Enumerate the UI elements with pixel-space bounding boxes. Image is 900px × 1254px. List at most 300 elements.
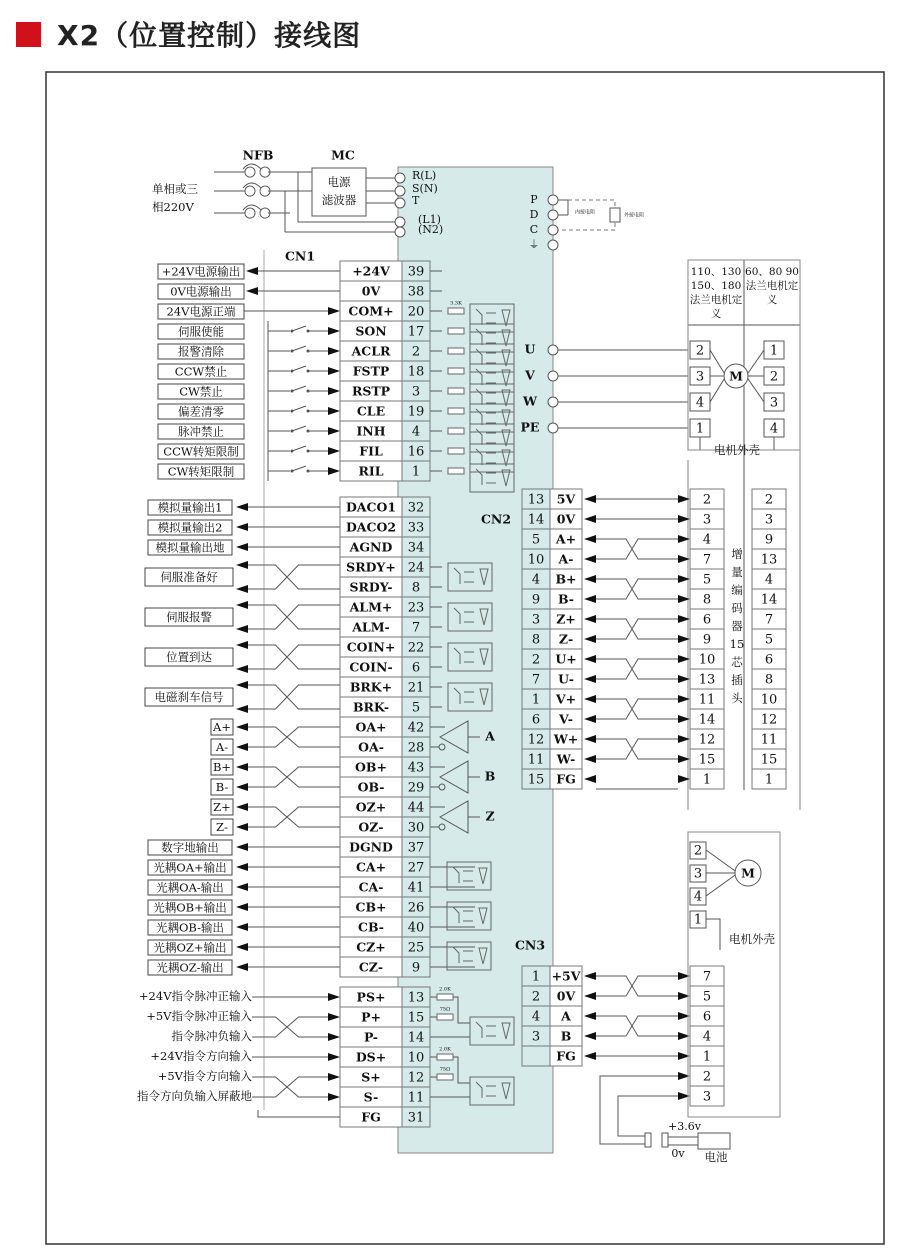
motor-symbol: M — [741, 865, 755, 881]
encoder-pin-60: 8 — [764, 672, 774, 688]
encoder-pin-60: 12 — [760, 712, 778, 728]
encoder-pin-110: 1 — [702, 772, 712, 788]
twisted-pair-wire — [264, 645, 310, 669]
signal-name: SRDY+ — [346, 559, 396, 575]
supply-label: 相220V — [152, 200, 194, 214]
cn2-pin: 4 — [531, 572, 541, 588]
breaker-contact-icon — [245, 208, 270, 218]
battery-icon — [698, 1133, 730, 1149]
motor-power-terminal-label: W — [522, 393, 538, 409]
twisted-pair-wire — [620, 539, 644, 559]
twisted-pair-wire — [264, 685, 310, 709]
arrow-left-icon — [236, 923, 248, 931]
arrow-left-icon — [584, 695, 596, 703]
cn2-signal: A+ — [555, 531, 577, 547]
encoder-pin-60: 2 — [764, 492, 774, 508]
encoder-pin-110: 7 — [702, 552, 712, 568]
motor-power-terminal-icon — [548, 345, 558, 355]
power-terminal-icon — [395, 186, 405, 196]
arrow-left-icon — [584, 715, 596, 723]
signal-name: ACLR — [351, 343, 391, 359]
signal-name: CB- — [358, 919, 384, 935]
twisted-pair-wire — [620, 699, 644, 719]
arrow-left-icon — [584, 575, 596, 583]
input-resistor-icon — [448, 388, 464, 394]
encoder-pin: 3 — [702, 1089, 712, 1105]
cn3-signal: 0V — [556, 988, 576, 1004]
pin-number: 8 — [411, 580, 421, 596]
encoder-plug-label: 量 — [731, 565, 743, 579]
cn2-pin: 14 — [527, 512, 545, 528]
housing-label: 电机外壳 — [729, 932, 775, 946]
encoder-pin-110: 8 — [702, 592, 712, 608]
description-text: 报警清除 — [178, 344, 224, 359]
power-terminal-label: S(N) — [412, 182, 438, 195]
encoder-pin-60: 5 — [764, 632, 774, 648]
switch-contact-icon — [291, 330, 294, 333]
arrow-left-icon — [584, 515, 596, 523]
arrow-right-icon — [328, 307, 340, 315]
arrow-left-icon — [236, 743, 248, 751]
switch-blade — [292, 446, 306, 451]
battery-connector-icon — [662, 1133, 668, 1147]
arrow-left-icon — [236, 843, 248, 851]
input-resistor-icon — [448, 328, 464, 334]
arrow-right-icon — [328, 467, 340, 475]
description-text: 0V电源输出 — [170, 284, 232, 299]
cn2-signal: 5V — [556, 491, 576, 507]
input-resistor-icon — [437, 1074, 453, 1080]
arrow-left-icon — [584, 1052, 596, 1060]
arrow-left-icon — [246, 287, 258, 295]
cn3-signal: B — [560, 1028, 572, 1044]
pin-number: 14 — [407, 1030, 425, 1046]
cn3-motor-pin: 3 — [693, 866, 703, 882]
description-text: A- — [215, 740, 229, 754]
input-resistor-icon — [448, 408, 464, 414]
encoder-pin-110: 11 — [698, 692, 716, 708]
housing-wire — [768, 437, 774, 450]
twisted-pair-wire — [264, 605, 310, 629]
cn2-signal: Z+ — [556, 611, 576, 627]
switch-contact-icon — [307, 350, 310, 353]
command-input-label: +5V指令脉冲正输入 — [146, 1009, 252, 1023]
arrow-left-icon — [236, 803, 248, 811]
twisted-pair-wire — [620, 579, 644, 599]
pin-number: 16 — [407, 444, 425, 460]
input-resistor-icon — [448, 468, 464, 474]
cn2-signal: V- — [559, 711, 573, 727]
description-text: 24V电源正端 — [166, 304, 236, 319]
signal-name: DGND — [349, 839, 393, 855]
power-terminal-label: T — [412, 194, 420, 207]
pin-number: 44 — [407, 800, 425, 816]
arrow-right-icon — [328, 1093, 340, 1101]
cn2-signal: 0V — [556, 511, 576, 527]
description-text: 光耦OZ-输出 — [156, 960, 224, 975]
power-terminal-label: (L1) — [418, 213, 441, 226]
cn3-pin: 3 — [531, 1029, 541, 1045]
encoder-pin-60: 1 — [764, 772, 774, 788]
motor-winding-wire — [706, 850, 738, 873]
signal-name: RSTP — [351, 383, 391, 399]
twisted-pair-wire — [264, 807, 310, 827]
signal-name: BRK+ — [349, 679, 393, 695]
description-text: 光耦OB+输出 — [153, 900, 227, 915]
motor-pin: 2 — [769, 369, 779, 385]
cn3-pin-cell — [522, 1046, 550, 1066]
signal-name: S- — [363, 1089, 379, 1105]
cn2-signal: Z- — [558, 631, 574, 647]
encoder-pin-110: 6 — [702, 612, 712, 628]
signal-name: FIL — [359, 443, 383, 459]
pin-number: 10 — [407, 1050, 425, 1066]
arrow-left-icon — [236, 823, 248, 831]
input-resistor-icon — [448, 448, 464, 454]
breaker-contact-icon — [245, 186, 270, 196]
signal-name: CLE — [356, 403, 386, 419]
encoder-pin-60: 15 — [760, 752, 778, 768]
cn3-motor-pin: 4 — [693, 889, 703, 905]
arrow-right-icon — [328, 1033, 340, 1041]
description-text: 光耦OA+输出 — [153, 860, 227, 875]
encoder-pin-110: 2 — [702, 492, 712, 508]
encoder-pin-110: 14 — [698, 712, 716, 728]
twisted-pair-wire — [620, 659, 644, 679]
input-resistor-icon — [448, 428, 464, 434]
encoder-pin-60: 10 — [760, 692, 778, 708]
filter-label: 电源 — [327, 175, 351, 189]
description-text: B- — [215, 780, 229, 794]
motor-pin: 4 — [695, 395, 705, 411]
pin-number: 30 — [407, 820, 425, 836]
pin-number: 28 — [407, 740, 425, 756]
signal-name: PS+ — [356, 989, 386, 1005]
arrow-left-icon — [236, 903, 248, 911]
motor-pin: 4 — [769, 421, 779, 437]
signal-name: OZ+ — [355, 799, 387, 815]
pin-number: 42 — [407, 720, 425, 736]
encoder-plug-label: 芯 — [731, 655, 743, 669]
contactor-label: MC — [331, 147, 355, 163]
cn3-pin: 1 — [531, 969, 541, 985]
arrow-left-icon — [236, 863, 248, 871]
resistor-value: 2.0K — [439, 986, 451, 993]
switch-blade — [292, 326, 306, 331]
brake-terminal-icon — [548, 240, 558, 250]
power-terminal-icon — [395, 217, 405, 227]
arrow-left-icon — [236, 503, 248, 511]
motor-pin: 1 — [695, 421, 705, 437]
pin-number: 43 — [407, 760, 425, 776]
arrow-left-icon — [236, 585, 248, 593]
description-text: +24V电源输出 — [161, 264, 241, 279]
battery-plus-label: +3.6v — [668, 1120, 701, 1133]
switch-contact-icon — [291, 370, 294, 373]
encoder-pin-110: 13 — [698, 672, 716, 688]
twisted-pair-wire — [264, 1077, 310, 1097]
cn2-label: CN2 — [480, 511, 512, 527]
motor-power-terminal-label: U — [524, 341, 536, 357]
brake-terminal-label: P — [530, 193, 538, 206]
command-input-label: +24V指令方向输入 — [150, 1049, 252, 1063]
switch-contact-icon — [291, 350, 294, 353]
inverter-bubble-icon — [439, 744, 445, 750]
arrow-left-icon — [236, 763, 248, 771]
switch-contact-icon — [307, 330, 310, 333]
signal-name: +24V — [352, 263, 390, 279]
command-input-label: 指令方向负输入屏蔽地 — [137, 1089, 252, 1103]
arrow-left-icon — [584, 655, 596, 663]
cn3-signal: +5V — [551, 968, 581, 984]
pin-number: 39 — [407, 264, 425, 280]
cn2-pin: 12 — [527, 732, 545, 748]
arrow-left-icon — [584, 535, 596, 543]
signal-name: RIL — [358, 463, 384, 479]
brake-terminal-icon — [548, 195, 558, 205]
pin-number: 20 — [407, 304, 425, 320]
description-text: 光耦OB-输出 — [156, 920, 224, 935]
resistor-value: 2.0K — [439, 1046, 451, 1053]
power-terminal-label: R(L) — [412, 169, 437, 182]
cn3-pin: 4 — [531, 1009, 541, 1025]
motor-winding-wire — [746, 376, 764, 402]
description-text: CCW转矩限制 — [163, 444, 239, 459]
arrow-right-icon — [328, 1073, 340, 1081]
motor-power-terminal-icon — [548, 371, 558, 381]
twisted-pair-wire — [620, 1016, 644, 1036]
arrow-left-icon — [584, 675, 596, 683]
arrow-right-icon — [328, 993, 340, 1001]
pin-number: 22 — [407, 640, 425, 656]
description-text: CW转矩限制 — [167, 464, 235, 479]
motor-pin: 3 — [695, 369, 705, 385]
cn3-motor-pin: 1 — [693, 912, 703, 928]
arrow-left-icon — [236, 523, 248, 531]
twisted-pair-wire — [264, 727, 310, 747]
signal-name: AGND — [349, 539, 393, 555]
signal-name: BRK- — [352, 699, 390, 715]
motor-power-terminal-label: V — [525, 367, 535, 383]
input-resistor-icon — [448, 368, 464, 374]
switch-contact-icon — [307, 450, 310, 453]
twisted-pair-wire — [620, 619, 644, 639]
pin-number: 19 — [407, 404, 425, 420]
arrow-left-icon — [584, 972, 596, 980]
breaker-arc-icon — [243, 164, 261, 169]
switch-contact-icon — [291, 390, 294, 393]
title-text: X2（位置控制）接线图 — [57, 19, 362, 52]
switch-contact-icon — [291, 450, 294, 453]
description-text: CCW禁止 — [174, 364, 228, 379]
description-text: Z- — [216, 820, 228, 834]
pin-number: 27 — [407, 860, 425, 876]
arrow-left-icon — [236, 723, 248, 731]
encoder-pin: 2 — [702, 1069, 712, 1085]
description-text: 模拟量输出1 — [157, 500, 223, 515]
motor-power-terminal-icon — [548, 423, 558, 433]
motor-pin: 2 — [695, 343, 705, 359]
pin-number: 7 — [411, 620, 421, 636]
arrow-left-icon — [236, 681, 248, 689]
signal-name: OB+ — [355, 759, 387, 775]
encoder-pin-60: 6 — [764, 652, 774, 668]
motor-pin: 1 — [769, 343, 779, 359]
signal-name: CZ- — [358, 959, 384, 975]
description-text: 伺服使能 — [178, 324, 224, 339]
switch-blade — [292, 346, 306, 351]
cn2-signal: A- — [558, 551, 574, 567]
arrow-left-icon — [236, 943, 248, 951]
command-input-label: +5V指令方向输入 — [157, 1069, 252, 1083]
cn3-signal: FG — [556, 1048, 576, 1064]
twisted-pair-wire — [620, 976, 644, 996]
housing-wire — [700, 437, 706, 450]
motor-symbol: M — [729, 368, 743, 384]
encoder-pin-110: 5 — [702, 572, 712, 588]
cn2-signal: U+ — [555, 651, 577, 667]
signal-name: CB+ — [355, 899, 387, 915]
arrow-left-icon — [584, 775, 596, 783]
arrow-left-icon — [584, 1032, 596, 1040]
cn3-label: CN3 — [514, 937, 546, 953]
arrow-left-icon — [236, 783, 248, 791]
power-terminal-icon — [395, 227, 405, 237]
encoder-pin-110: 9 — [702, 632, 712, 648]
arrow-left-icon — [236, 963, 248, 971]
pin-number: 4 — [411, 424, 421, 440]
cn2-signal: W- — [556, 751, 576, 767]
encoder-pin: 4 — [702, 1029, 712, 1045]
description-text: 位置到达 — [166, 650, 212, 664]
cn2-pin: 5 — [531, 532, 541, 548]
pin-number: 13 — [407, 990, 425, 1006]
arrow-right-icon — [328, 427, 340, 435]
twisted-pair-wire — [264, 565, 310, 589]
signal-name: P+ — [361, 1009, 381, 1025]
arrow-left-icon — [236, 665, 248, 673]
housing-wire — [706, 919, 720, 950]
breaker-arc-icon — [243, 205, 261, 210]
brake-terminal-label: C — [529, 223, 539, 236]
encoder-pin-60: 14 — [760, 592, 778, 608]
arrow-left-icon — [584, 1012, 596, 1020]
cn2-pin: 8 — [531, 632, 541, 648]
signal-name: COIN- — [349, 659, 393, 675]
filter-label: 滤波器 — [321, 193, 357, 207]
cn2-pin: 1 — [531, 692, 541, 708]
pin-number: 32 — [407, 500, 425, 516]
input-resistor-icon — [448, 308, 464, 314]
arrow-left-icon — [584, 755, 596, 763]
supply-label: 单相或三 — [152, 182, 198, 196]
switch-contact-icon — [291, 470, 294, 473]
brake-terminal-icon — [548, 210, 558, 220]
cn3-pin: 2 — [531, 989, 541, 1005]
encoder-pin-110: 3 — [702, 512, 712, 528]
resistor-value: 3.3K — [450, 300, 462, 307]
arrow-left-icon — [584, 992, 596, 1000]
input-resistor-icon — [437, 1054, 453, 1060]
arrow-left-icon — [236, 641, 248, 649]
motor-winding-wire — [710, 376, 726, 402]
encoder-pin-110: 12 — [698, 732, 716, 748]
arrow-right-icon — [328, 1013, 340, 1021]
description-text: 模拟量输出地 — [155, 540, 225, 555]
battery-zero-label: 0v — [671, 1147, 685, 1160]
inverter-bubble-icon — [439, 824, 445, 830]
cn2-pin: 15 — [527, 772, 545, 788]
arrow-left-icon — [584, 635, 596, 643]
resistor-value: 75Ω — [439, 1066, 451, 1073]
housing-label: 电机外壳 — [714, 443, 760, 457]
cn2-pin: 10 — [527, 552, 545, 568]
description-text: 脉冲禁止 — [178, 424, 224, 439]
pin-number: 6 — [411, 660, 421, 676]
arrow-left-icon — [236, 883, 248, 891]
signal-name: ALM- — [352, 619, 390, 635]
encoder-plug-label: 插 — [731, 673, 743, 687]
motor-pin: 3 — [769, 395, 779, 411]
switch-contact-icon — [291, 410, 294, 413]
switch-blade — [292, 466, 306, 471]
cn2-pin: 3 — [531, 612, 541, 628]
description-text: 模拟量输出2 — [157, 520, 223, 535]
arrow-left-icon — [236, 601, 248, 609]
description-text: 偏差清零 — [178, 404, 224, 419]
encoder-pin: 6 — [702, 1009, 712, 1025]
encoder-pin: 5 — [702, 989, 712, 1005]
arrow-right-icon — [328, 327, 340, 335]
power-terminal-icon — [395, 173, 405, 183]
encoder-pin-110: 15 — [698, 752, 716, 768]
arrow-left-icon — [584, 595, 596, 603]
signal-name: 0V — [361, 283, 381, 299]
arrow-left-icon — [584, 495, 596, 503]
cn1-label: CN1 — [284, 248, 316, 264]
pin-number: 18 — [407, 364, 425, 380]
pin-number: 41 — [407, 880, 425, 896]
encoder-channel-label: A — [485, 728, 495, 744]
signal-name: OB- — [357, 779, 385, 795]
encoder-plug-label: 编 — [731, 583, 743, 597]
switch-contact-icon — [307, 370, 310, 373]
encoder-pin-110: 4 — [702, 532, 712, 548]
cn2-signal: W+ — [553, 731, 579, 747]
pin-number: 33 — [407, 520, 425, 536]
encoder-plug-label: 增 — [731, 547, 743, 561]
external-resistor-label: 外接电阻 — [624, 212, 645, 219]
motor-winding-wire — [746, 350, 764, 376]
arrow-left-icon — [246, 267, 258, 275]
description-text: 伺服报警 — [166, 610, 212, 624]
signal-name: CZ+ — [356, 939, 386, 955]
signal-name: CA- — [358, 879, 384, 895]
pin-number: 31 — [407, 1110, 425, 1126]
description-text: 伺服准备好 — [160, 570, 218, 584]
pin-number: 12 — [407, 1070, 425, 1086]
pin-number: 3 — [411, 384, 421, 400]
cn2-signal: B- — [558, 591, 574, 607]
encoder-pin: 7 — [702, 969, 712, 985]
pin-number: 5 — [411, 700, 421, 716]
switch-blade — [292, 426, 306, 431]
encoder-channel-label: Z — [485, 808, 495, 824]
signal-name: CA+ — [355, 859, 387, 875]
cn2-signal: FG — [556, 771, 576, 787]
pin-number: 2 — [411, 344, 421, 360]
encoder-pin-60: 7 — [764, 612, 774, 628]
